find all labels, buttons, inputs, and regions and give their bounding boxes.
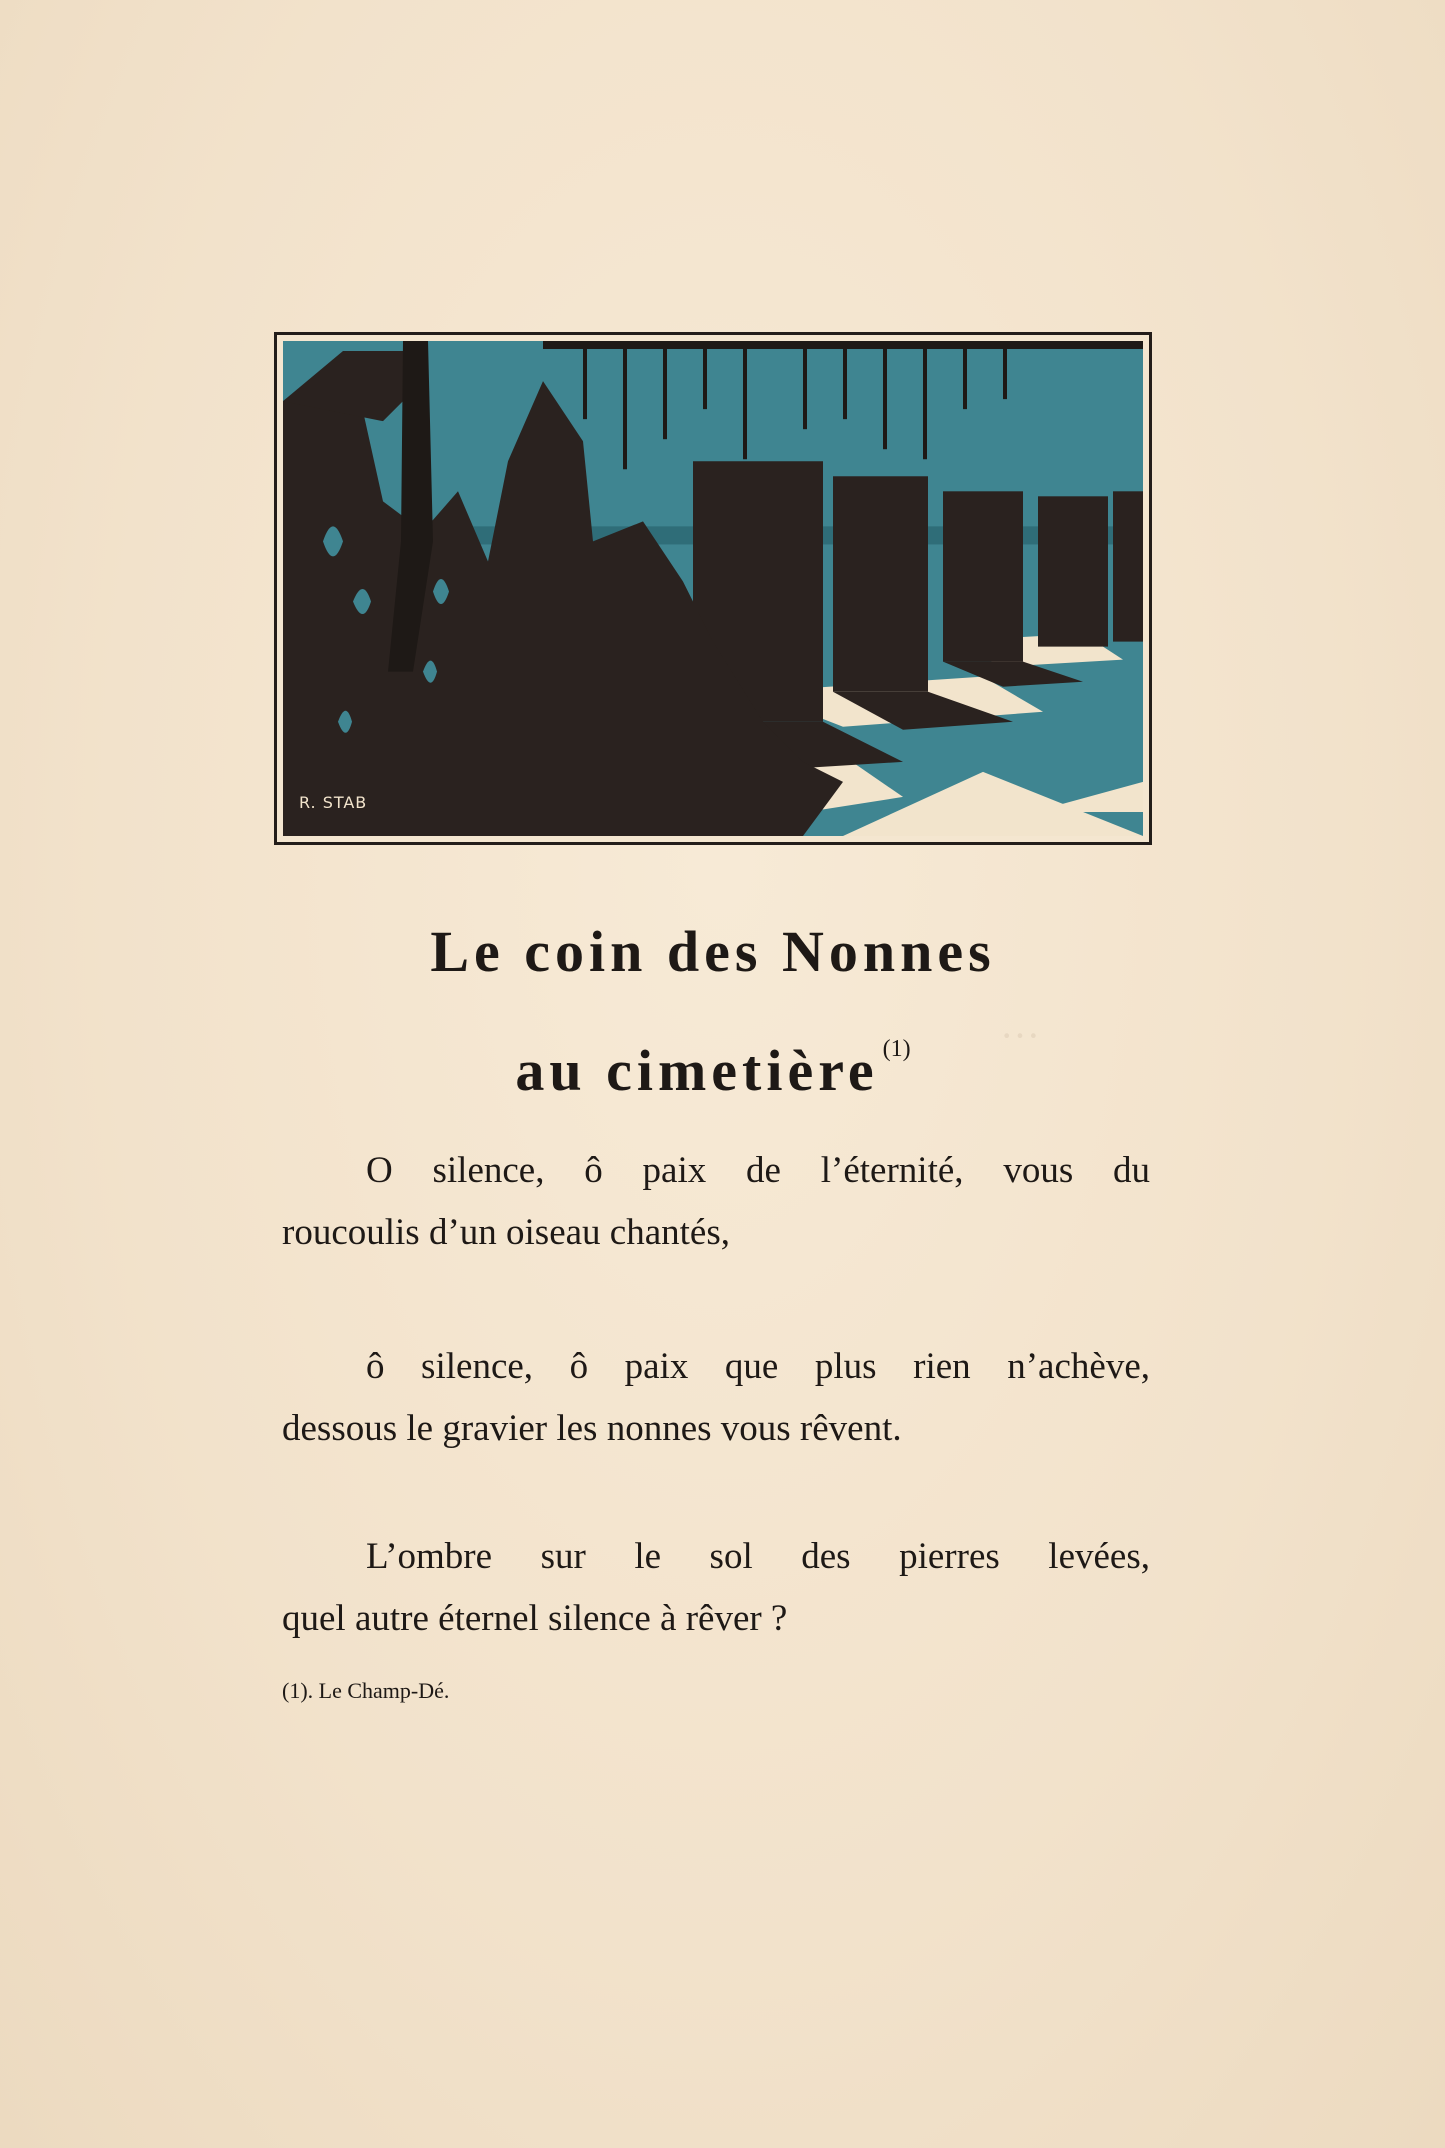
poem-title-line-1: Le coin des Nonnes bbox=[430, 919, 996, 984]
stanza-2-line-1: ô silence, ô paix que plus rien n’achève, bbox=[366, 1346, 1150, 1387]
stanza-2-line-2: dessous le gravier les nonnes vous rêvent. bbox=[282, 1408, 902, 1449]
stanza-3-line-2: quel autre éternel silence à rêver ? bbox=[282, 1598, 788, 1639]
artist-signature: R. STAB bbox=[299, 792, 368, 812]
cemetery-woodcut bbox=[283, 341, 1143, 836]
stanza-1-line-1: O silence, ô paix de l’éternité, vous du bbox=[366, 1150, 1150, 1191]
woodcut-illustration bbox=[274, 332, 1152, 845]
poem-title-line-2-text: au cimetière bbox=[515, 1038, 879, 1103]
stanza-3-line-1: L’ombre sur le sol des pierres levées, bbox=[366, 1536, 1150, 1577]
stanza-2 bbox=[282, 1336, 1150, 1460]
poem-title-line-2 bbox=[274, 1036, 1152, 1104]
stanza-3 bbox=[282, 1526, 1150, 1650]
stanza-1 bbox=[282, 1140, 1150, 1264]
title-footnote-marker: (1) bbox=[882, 1036, 911, 1062]
footnote: (1). Le Champ-Dé. bbox=[282, 1678, 450, 1703]
stanza-1-line-2: roucoulis d’un oiseau chantés, bbox=[282, 1212, 730, 1253]
bleed-through-text: ··· bbox=[1000, 1013, 1040, 1058]
